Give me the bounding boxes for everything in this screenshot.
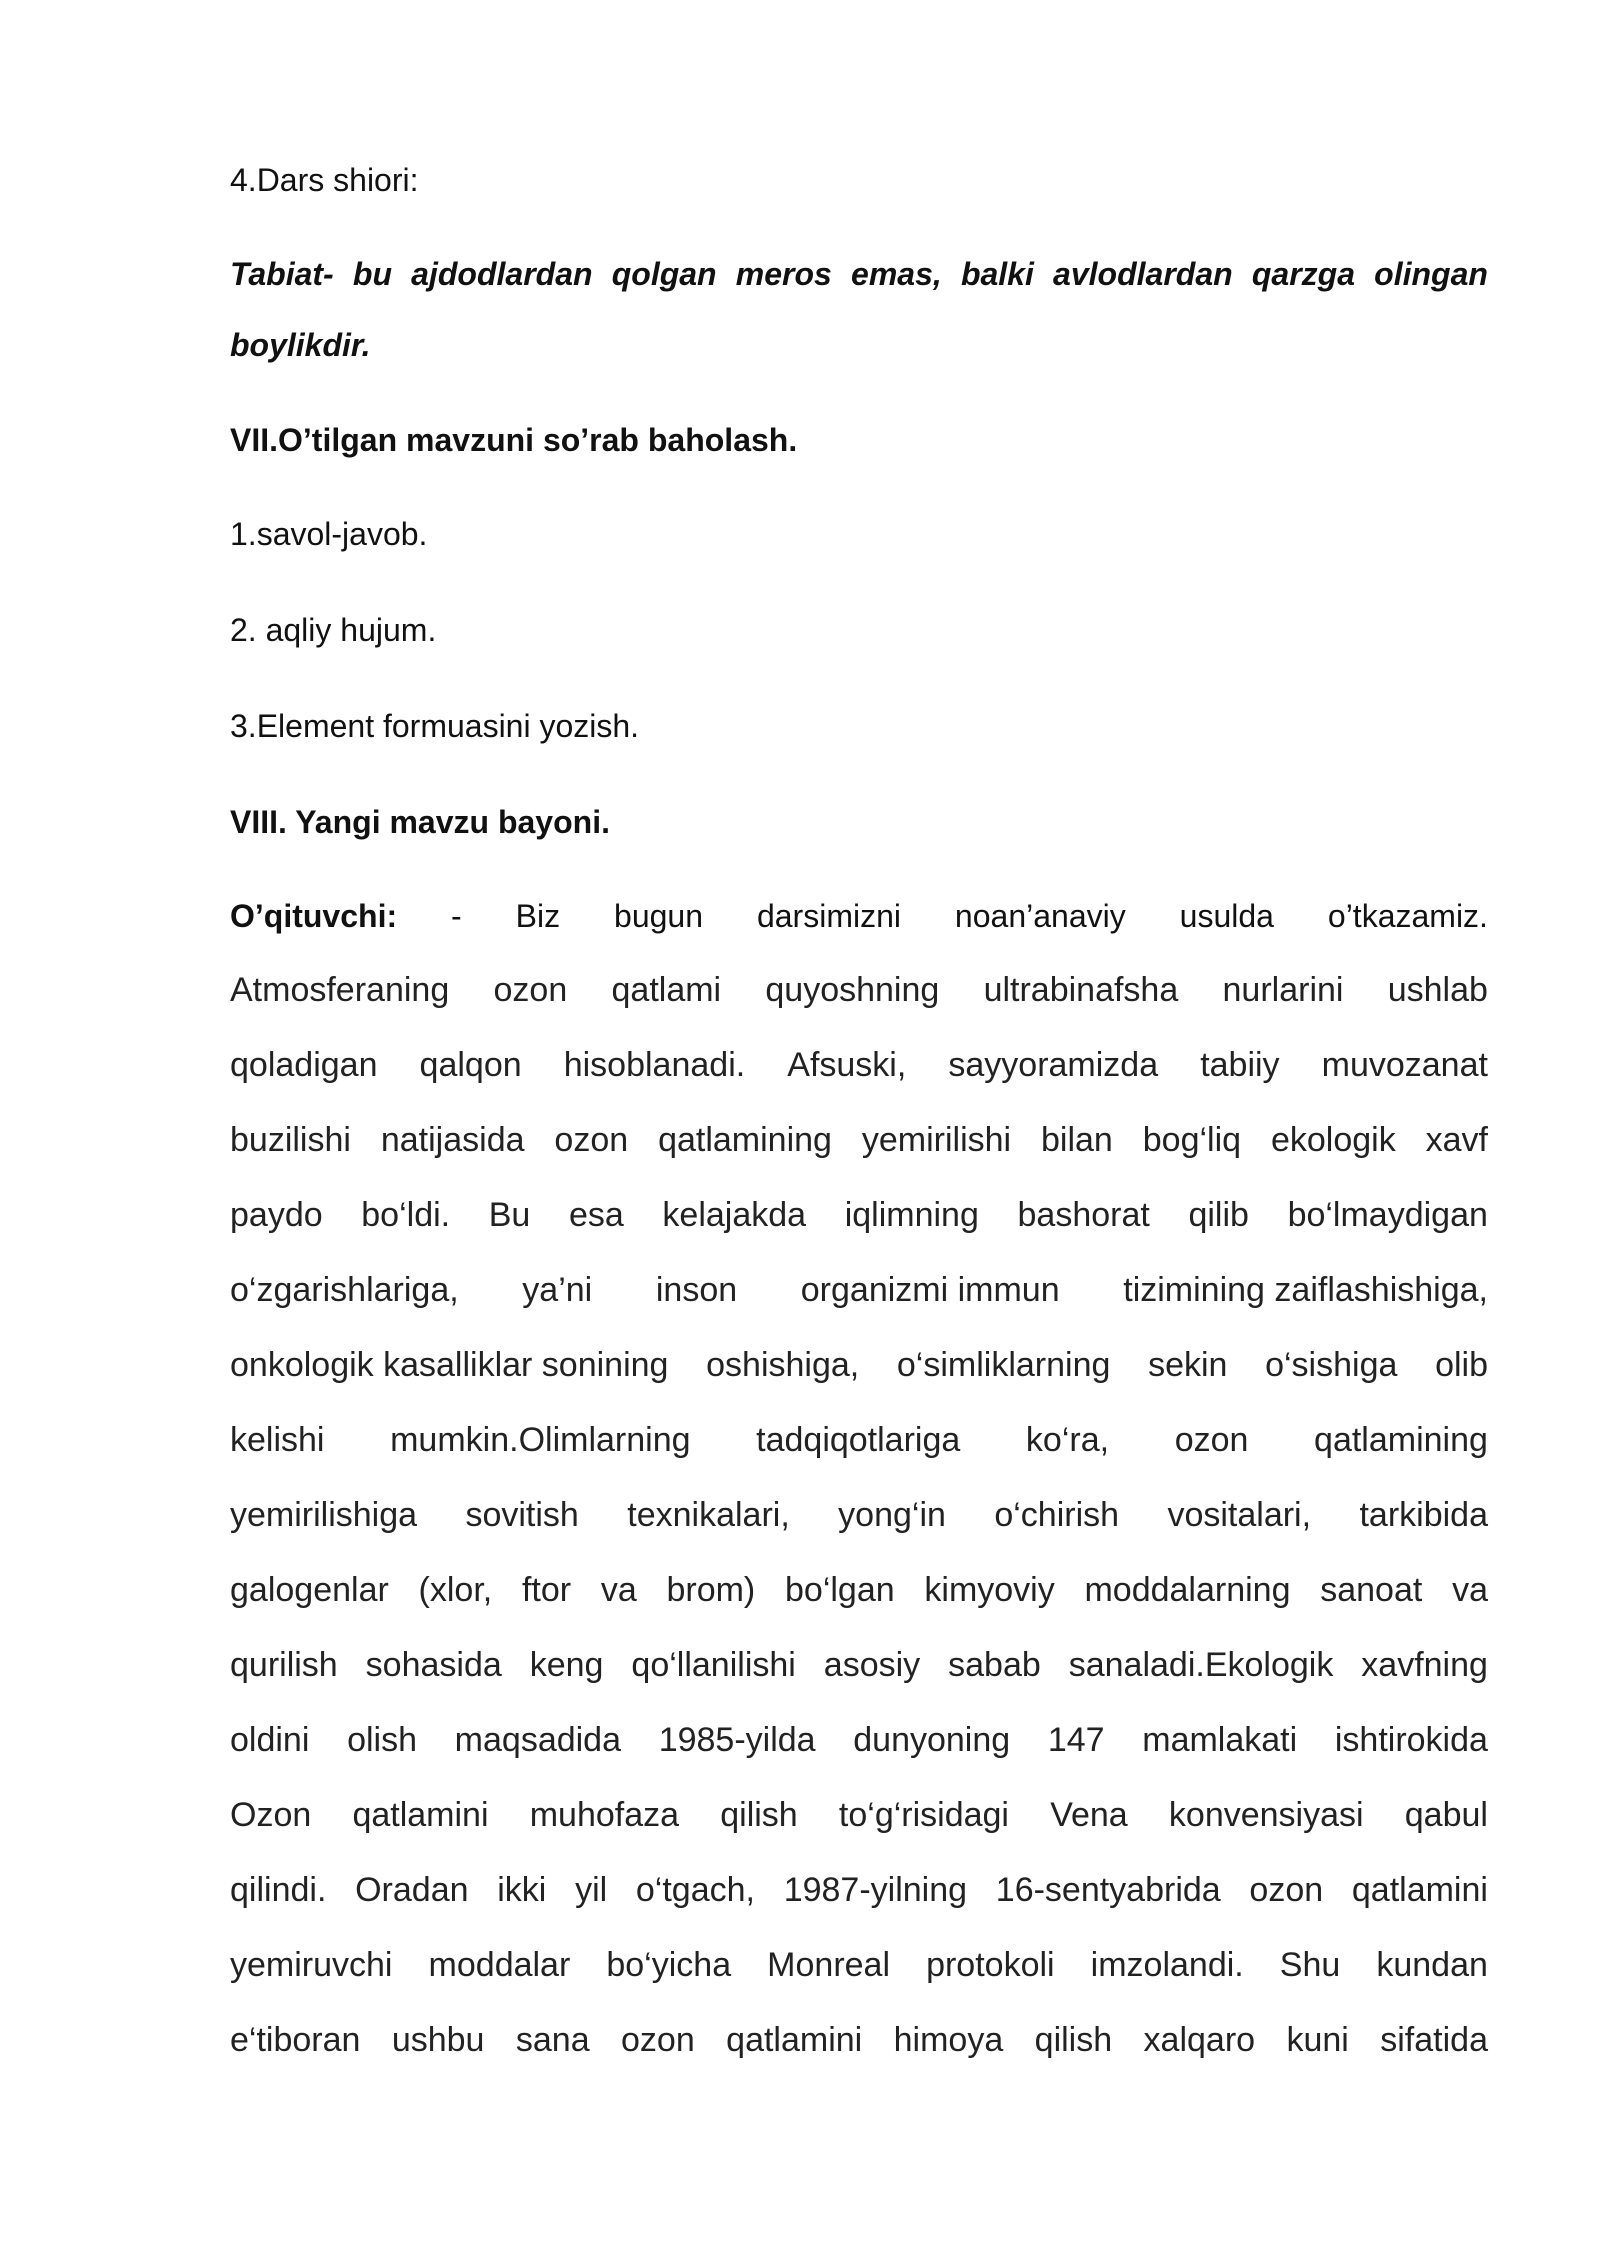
word: va xyxy=(600,1571,637,1609)
word: sovitish xyxy=(465,1496,579,1534)
paragraph-line xyxy=(230,1268,1488,1312)
word: himoya xyxy=(893,2021,1004,2059)
word: sayyoramizda xyxy=(948,1046,1159,1084)
word: bo‘yicha xyxy=(606,1946,732,1984)
word: paydo xyxy=(230,1196,323,1234)
word: xavf xyxy=(1425,1121,1488,1159)
word: maqsadida xyxy=(454,1721,622,1759)
word: o‘sishiga xyxy=(1265,1346,1398,1384)
word: oldini xyxy=(230,1721,310,1759)
word: qurilish xyxy=(230,1646,338,1684)
word: Afsuski, xyxy=(787,1046,907,1084)
word: mamlakati xyxy=(1142,1721,1298,1759)
paragraph-line xyxy=(230,1718,1488,1762)
word: 16-sentyabrida xyxy=(995,1871,1221,1909)
word: va xyxy=(1452,1571,1488,1609)
word: konvensiyasi xyxy=(1168,1796,1364,1834)
word: kuni xyxy=(1286,2021,1349,2059)
word: hisoblanadi. xyxy=(563,1046,746,1084)
word: ozon xyxy=(1174,1421,1249,1459)
word: 147 xyxy=(1047,1721,1105,1759)
word: qatlamini xyxy=(352,1796,489,1834)
word: esa xyxy=(568,1196,624,1234)
word: Shu xyxy=(1279,1946,1341,1984)
word: balki xyxy=(960,256,1034,292)
word: ushlab xyxy=(1387,971,1488,1009)
word: Vena xyxy=(1050,1796,1128,1834)
word: xalqaro xyxy=(1143,2021,1256,2059)
word: ko‘ra, xyxy=(1025,1421,1110,1459)
word: qatlamining xyxy=(658,1121,832,1159)
paragraph-line xyxy=(230,1118,1488,1162)
paragraph-line xyxy=(230,1343,1488,1387)
word: o‘tgach, xyxy=(635,1871,755,1909)
word: 1985-yilda xyxy=(658,1721,816,1759)
word: qilib xyxy=(1188,1196,1249,1234)
word: dunyoning xyxy=(853,1721,1011,1759)
word: muvozanat xyxy=(1321,1046,1488,1084)
word: qatlamini xyxy=(726,2021,863,2059)
paragraph-line xyxy=(230,1868,1488,1912)
word: o‘simliklarning xyxy=(896,1346,1111,1384)
word: mumkin.Olimlarning xyxy=(390,1421,691,1459)
word: yemirilishi xyxy=(861,1121,1012,1159)
paragraph-line xyxy=(230,1643,1488,1687)
word: bo‘ldi. xyxy=(361,1196,451,1234)
section-7-heading: VII.O’tilgan mavzuni so’rab baholash. xyxy=(230,422,798,458)
word: sana xyxy=(515,2021,590,2059)
word: avlodlardan xyxy=(1053,256,1233,292)
word: qilindi. xyxy=(230,1871,327,1909)
word: ozon xyxy=(493,971,568,1009)
word: bo‘lgan xyxy=(785,1571,895,1609)
word: galogenlar xyxy=(230,1571,389,1609)
paragraph-line xyxy=(230,1793,1488,1837)
word: qatlamini xyxy=(1351,1871,1488,1909)
word: Atmosferaning xyxy=(230,971,450,1009)
word: quyoshning xyxy=(765,971,940,1009)
word: natijasida xyxy=(380,1121,525,1159)
word: bashorat xyxy=(1017,1196,1150,1234)
word: vositalari, xyxy=(1167,1496,1312,1534)
word: buzilishi xyxy=(230,1121,351,1159)
word: bo‘lmaydigan xyxy=(1287,1196,1488,1234)
list-item-2: 2. aqliy hujum. xyxy=(230,612,437,648)
word: onkologik kasalliklar sonining xyxy=(230,1346,669,1384)
word: sanaladi.Ekologik xyxy=(1068,1646,1334,1684)
word: sekin xyxy=(1148,1346,1228,1384)
word: ajdodlardan xyxy=(411,256,593,292)
word: yemirilishiga xyxy=(230,1496,418,1534)
paragraph-line xyxy=(230,1418,1488,1462)
word: imzolandi. xyxy=(1090,1946,1244,1984)
word: Ozon xyxy=(230,1796,312,1834)
word: qalqon xyxy=(419,1046,522,1084)
word: ftor xyxy=(521,1571,572,1609)
word: meros xyxy=(735,256,832,292)
word: muhofaza xyxy=(529,1796,680,1834)
paragraph-line xyxy=(230,1568,1488,1612)
teacher-line xyxy=(230,896,1488,936)
word: qilish xyxy=(720,1796,798,1834)
word: qolgan xyxy=(611,256,717,292)
word: nurlarini xyxy=(1222,971,1344,1009)
paragraph-line xyxy=(230,1943,1488,1987)
word: emas, xyxy=(851,256,942,292)
list-item-1: 1.savol-javob. xyxy=(230,516,428,552)
word: keng xyxy=(529,1646,604,1684)
word: ekologik xyxy=(1270,1121,1396,1159)
motto-line-2: boylikdir. xyxy=(230,327,371,363)
word: sanoat xyxy=(1320,1571,1423,1609)
paragraph-line xyxy=(230,1493,1488,1537)
word: o‘chirish xyxy=(994,1496,1120,1534)
word: qarzga xyxy=(1251,256,1355,292)
word: organizmi immun xyxy=(800,1271,1060,1309)
section-4-heading: 4.Dars shiori: xyxy=(230,162,419,198)
word: Tabiat- xyxy=(230,256,334,292)
word: inson xyxy=(655,1271,738,1309)
word: olib xyxy=(1435,1346,1488,1384)
word: ushbu xyxy=(391,2021,485,2059)
word: kelajakda xyxy=(662,1196,807,1234)
word: 1987-yilning xyxy=(783,1871,968,1909)
word: protokoli xyxy=(926,1946,1055,1984)
word: ya’ni xyxy=(522,1271,593,1309)
list-item-3: 3.Element formuasini yozish. xyxy=(230,708,640,744)
word: tadqiqotlariga xyxy=(756,1421,961,1459)
word: o‘zgarishlariga, xyxy=(230,1271,459,1309)
motto-line-1 xyxy=(230,254,1488,294)
word: moddalarning xyxy=(1084,1571,1291,1609)
word: tabiiy xyxy=(1200,1046,1280,1084)
word: e‘tiboran xyxy=(230,2021,361,2059)
word: olish xyxy=(347,1721,417,1759)
word: bu xyxy=(352,256,392,292)
word: qilish xyxy=(1034,2021,1113,2059)
word: yil xyxy=(575,1871,608,1909)
word: (xlor, xyxy=(418,1571,493,1609)
word: ozon xyxy=(621,2021,695,2059)
word: Oradan xyxy=(355,1871,469,1909)
teacher-label: O’qituvchi: xyxy=(230,898,398,934)
word: darsimizni xyxy=(756,898,901,934)
word: Bu xyxy=(488,1196,531,1234)
paragraph-line xyxy=(230,2018,1488,2062)
paragraph-line xyxy=(230,1043,1488,1087)
word: qoladigan xyxy=(230,1046,378,1084)
word: bog‘liq xyxy=(1142,1121,1242,1159)
word: sohasida xyxy=(365,1646,502,1684)
word: ikki xyxy=(497,1871,547,1909)
word: - xyxy=(451,898,462,934)
word: yemiruvchi xyxy=(230,1946,393,1984)
word: bilan xyxy=(1041,1121,1113,1159)
word: moddalar xyxy=(428,1946,571,1984)
word: ozon xyxy=(554,1121,629,1159)
word: sabab xyxy=(948,1646,1041,1684)
word: usulda xyxy=(1179,898,1274,934)
word: qatlamining xyxy=(1314,1421,1488,1459)
word: texnikalari, xyxy=(627,1496,790,1534)
word: bugun xyxy=(614,898,704,934)
word: iqlimning xyxy=(844,1196,979,1234)
word: olingan xyxy=(1374,256,1488,292)
word: qabul xyxy=(1404,1796,1488,1834)
word: o’tkazamiz. xyxy=(1327,898,1488,934)
word: tarkibida xyxy=(1359,1496,1488,1534)
word: tizimining zaiflashishiga, xyxy=(1123,1271,1488,1309)
word: to‘g‘risidagi xyxy=(838,1796,1009,1834)
word: asosiy xyxy=(823,1646,921,1684)
word: Monreal xyxy=(767,1946,891,1984)
word: ishtirokida xyxy=(1334,1721,1488,1759)
word: kelishi xyxy=(230,1421,325,1459)
word: oshishiga, xyxy=(706,1346,860,1384)
word: qo‘llanilishi xyxy=(631,1646,796,1684)
word: kimyoviy xyxy=(924,1571,1055,1609)
word: sifatida xyxy=(1380,2021,1488,2059)
word: ultrabinafsha xyxy=(983,971,1179,1009)
word: qatlami xyxy=(611,971,722,1009)
paragraph-line xyxy=(230,968,1488,1012)
word: kundan xyxy=(1376,1946,1488,1984)
section-8-heading: VIII. Yangi mavzu bayoni. xyxy=(230,804,610,840)
word: Biz xyxy=(515,898,561,934)
word: xavfning xyxy=(1361,1646,1488,1684)
word: noan’anaviy xyxy=(954,898,1126,934)
word: ozon xyxy=(1249,1871,1324,1909)
word: brom) xyxy=(666,1571,756,1609)
word: yong‘in xyxy=(838,1496,946,1534)
paragraph-line xyxy=(230,1193,1488,1237)
